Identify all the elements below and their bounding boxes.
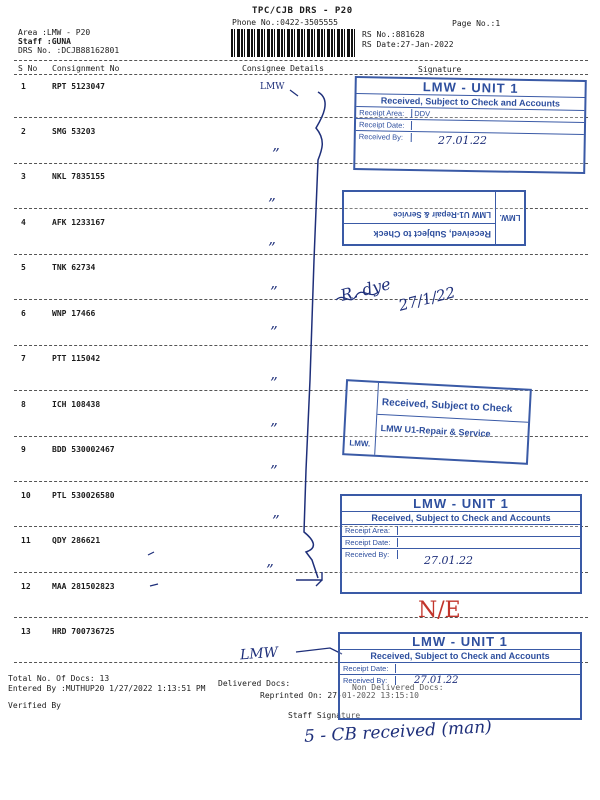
- receipt-stamp: [340, 494, 582, 594]
- ditto-mark: ”: [270, 323, 278, 341]
- total-docs: Total No. Of Docs: 13: [8, 674, 110, 683]
- row-number: 3: [21, 172, 26, 181]
- stamp-repair-received: Received, Subject to Check: [377, 383, 529, 423]
- row-number: 4: [21, 218, 26, 227]
- drs-number: DRS No. :DCJB88162801: [18, 46, 120, 55]
- ditto-mark: ”: [266, 561, 274, 579]
- phone-number: Phone No.:0422-3505555: [232, 18, 338, 27]
- row-number: 10: [21, 491, 31, 500]
- row-number: 8: [21, 400, 26, 409]
- reprinted-on: Reprinted On: 27-01-2022 13:15:10: [260, 691, 419, 700]
- rs-date: RS Date:27-Jan-2022: [362, 40, 454, 49]
- ditto-mark: ”: [270, 420, 278, 438]
- stamp-received-by: Received By:: [356, 131, 584, 146]
- ditto-mark: ”: [272, 145, 280, 163]
- stamp-received-text: Received, Subject to Check and Accounts: [342, 512, 580, 525]
- consignment-number: WNP 17466: [52, 309, 96, 318]
- consignment-number: AFK 1233167: [52, 218, 105, 227]
- stamp-logo: LMW.: [495, 192, 524, 244]
- handwritten-lmw-row1: LMW: [260, 82, 285, 92]
- stamp-date-handwritten: 27.01.22: [438, 134, 487, 147]
- receipt-stamp: [338, 632, 582, 720]
- consignment-number: ICH 108438: [52, 400, 101, 409]
- handwritten-bottom-note: 5 - CB received (man): [303, 717, 493, 747]
- stamp-date-handwritten: 27.01.22: [424, 554, 473, 567]
- stamp-receipt-date: Receipt Date:: [356, 119, 584, 135]
- staff-signature: Staff Signature: [288, 711, 361, 720]
- delivered-docs: Delivered Docs:: [218, 679, 291, 688]
- col-consignee: Consignee Details: [242, 64, 324, 73]
- ditto-mark: ”: [270, 283, 278, 301]
- consignment-number: RPT 5123047: [52, 82, 105, 91]
- ditto-mark: ”: [270, 462, 278, 480]
- page-number: Page No.:1: [452, 19, 501, 28]
- col-consignment: Consignment No: [52, 64, 120, 73]
- stamp-received-text: Received, Subject to Check and Accounts: [340, 650, 580, 663]
- row-number: 7: [21, 354, 26, 363]
- col-signature: Signature: [418, 65, 462, 74]
- stamp-receipt-date: Receipt Date:: [340, 663, 580, 675]
- col-sno: S No: [18, 64, 38, 73]
- row-number: 6: [21, 309, 26, 318]
- handwritten-date: 27/1/22: [396, 283, 458, 315]
- entered-by: Entered By :MUTHUP20 1/27/2022 1:13:51 PM: [8, 684, 206, 693]
- row-number: 1: [21, 82, 26, 91]
- consignment-number: BDD 530002467: [52, 445, 115, 454]
- stamp-logo: LMW.: [344, 381, 379, 455]
- consignment-number: MAA 281502823: [52, 582, 115, 591]
- row-number: 9: [21, 445, 26, 454]
- document-title: TPC/CJB DRS - P20: [252, 6, 353, 16]
- verified-by: Verified By: [8, 701, 61, 710]
- repair-stamp: [342, 379, 532, 465]
- row-number: 2: [21, 127, 26, 136]
- row-number: 13: [21, 627, 31, 636]
- handwritten-lmw-row13: LMW: [239, 644, 279, 664]
- staff-field: Staff :GUNA: [18, 37, 71, 46]
- consignment-number: QDY 286621: [52, 536, 101, 545]
- row-number: 11: [21, 536, 31, 545]
- stamp-repair-service: LMW U1-Repair & Service: [380, 423, 491, 439]
- ditto-mark: ”: [268, 239, 276, 257]
- stamp-title: LMW - UNIT 1: [357, 78, 585, 98]
- stamp-received-text: Received, Subject to Check and Accounts: [356, 94, 584, 111]
- ditto-mark: ”: [270, 374, 278, 392]
- non-delivered-docs: Non Delivered Docs:: [352, 683, 444, 692]
- rs-number: RS No.:881628: [362, 30, 425, 39]
- consignment-number: HRD 700736725: [52, 627, 115, 636]
- handwritten-ne-mark: N/E: [418, 598, 461, 623]
- consignment-number: SMG 53203: [52, 127, 96, 136]
- ditto-mark: ”: [268, 195, 276, 213]
- stamp-title: LMW - UNIT 1: [342, 496, 580, 512]
- repair-stamp-inverted: [342, 190, 526, 246]
- row-number: 12: [21, 582, 31, 591]
- stamp-received-by: Received By:: [340, 675, 580, 686]
- area-field: Area :LMW - P20: [18, 28, 91, 37]
- stamp-received-by: Received By:: [342, 549, 580, 560]
- handwritten-signature: R. dye: [338, 274, 393, 305]
- ditto-mark: ”: [272, 512, 280, 530]
- consignment-number: TNK 62734: [52, 263, 96, 272]
- consignment-number: PTT 115042: [52, 354, 101, 363]
- consignment-number: PTL 530026580: [52, 491, 115, 500]
- stamp-date-handwritten: 27.01.22: [414, 675, 459, 686]
- stamp-repair-received: Received, Subject to Check: [344, 223, 495, 244]
- consignment-number: NKL 7835155: [52, 172, 105, 181]
- stamp-receipt-area: Receipt Area: DDV: [356, 107, 584, 123]
- row-number: 5: [21, 263, 26, 272]
- stamp-title: LMW - UNIT 1: [340, 634, 580, 650]
- stamp-receipt-area: Receipt Area:: [342, 525, 580, 537]
- stamp-repair-service: LMW U1-Repair & Service: [393, 210, 491, 219]
- stamp-receipt-date: Receipt Date:: [342, 537, 580, 549]
- receipt-stamp: [353, 76, 587, 174]
